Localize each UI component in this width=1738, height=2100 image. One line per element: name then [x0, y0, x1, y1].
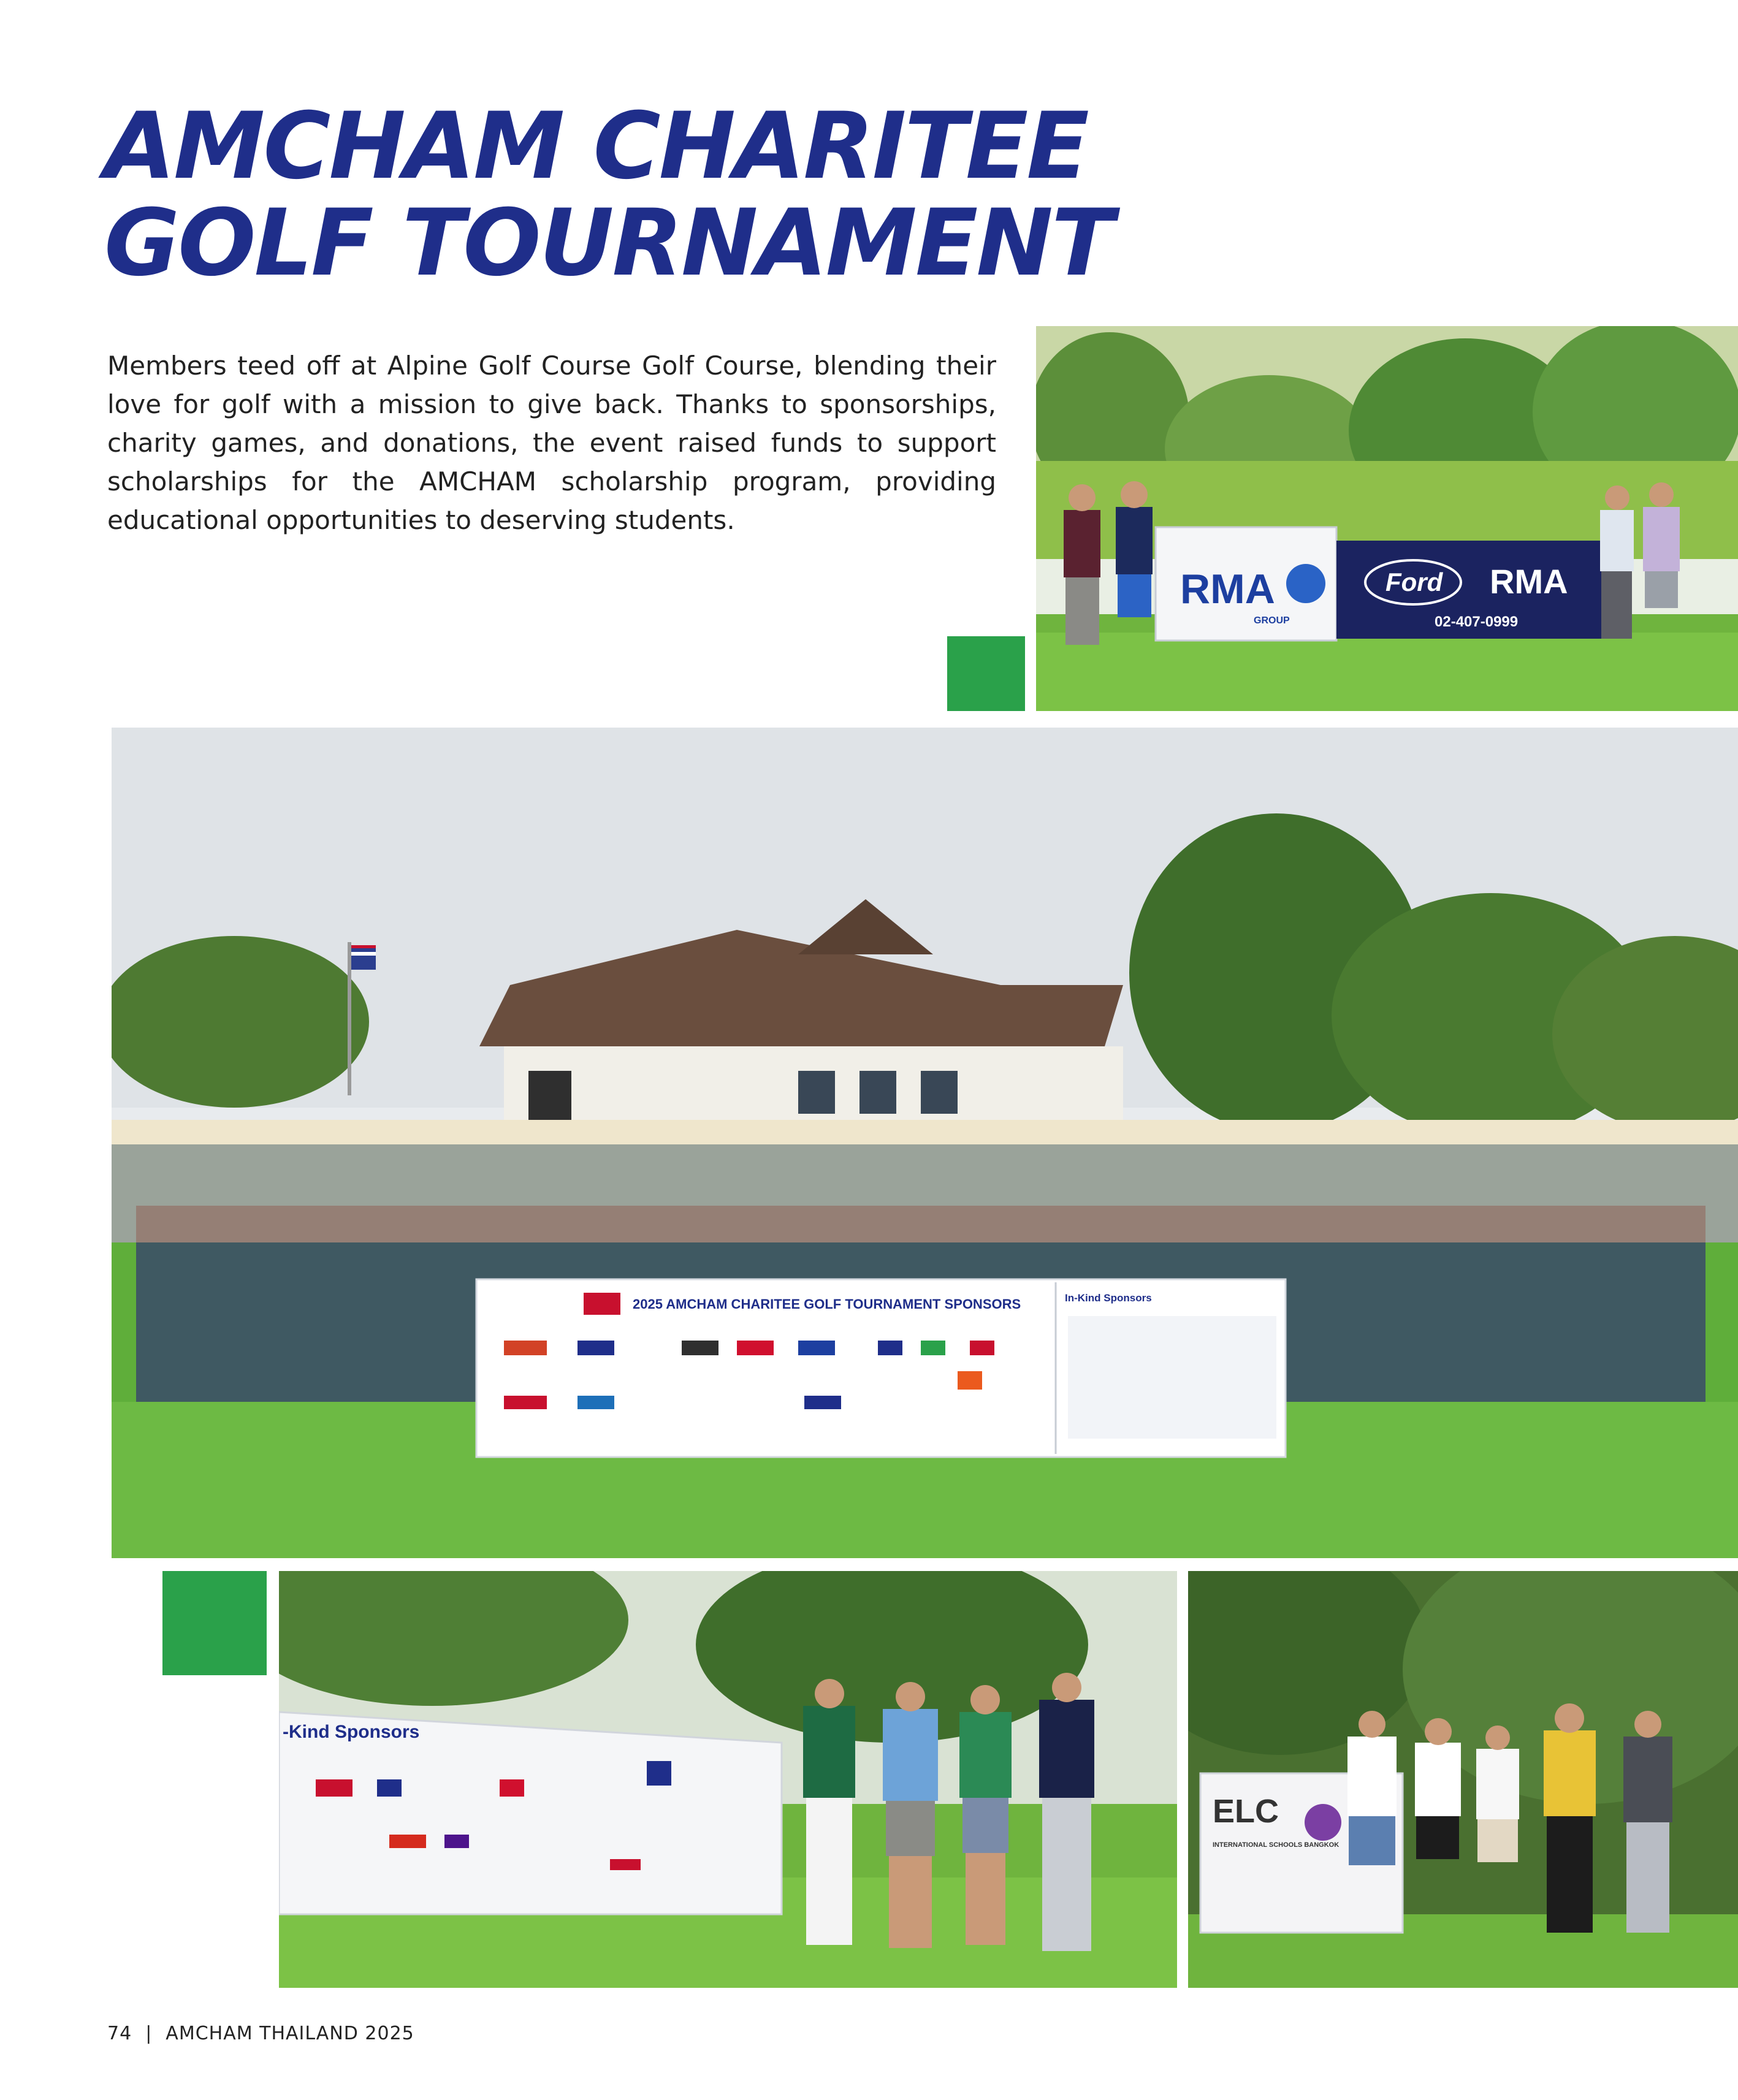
accent-square-top — [947, 636, 1025, 711]
page-number: 74 — [107, 2023, 132, 2044]
rma-phone: 02-407-0999 — [1435, 614, 1519, 630]
title-line-1: AMCHAM CHARITEE — [104, 93, 1088, 200]
footer-separator: | — [145, 2023, 153, 2044]
title-line-2: GOLF TOURNAMENT — [104, 190, 1113, 297]
accent-square-bottom — [162, 1571, 267, 1675]
in-kind-label-wall: -Kind Sponsors — [283, 1722, 420, 1742]
group-photo — [112, 728, 1738, 1558]
elc-logo: ELC — [1213, 1793, 1279, 1830]
ford-logo: Ford — [1385, 568, 1443, 596]
publication-name: AMCHAM THAILAND 2025 — [166, 2023, 414, 2044]
ford-rma-sign — [1336, 541, 1625, 639]
sponsor-banner-title: 2025 AMCHAM CHARITEE GOLF TOURNAMENT SPONSORS — [633, 1296, 1021, 1312]
article-title — [104, 93, 1113, 297]
in-kind-label: In-Kind Sponsors — [1065, 1292, 1152, 1304]
person-5 — [1623, 1711, 1672, 1933]
elc-sub: INTERNATIONAL SCHOOLS BANGKOK — [1213, 1841, 1340, 1849]
golfer-4 — [1039, 1673, 1094, 1951]
rma-group-sign — [1156, 527, 1336, 641]
golfer-3 — [959, 1685, 1012, 1945]
rma-logo: RMA — [1490, 562, 1568, 601]
tee-box-photo — [1036, 326, 1738, 711]
golfers-photo — [279, 1571, 1177, 1988]
page-footer — [107, 2023, 414, 2044]
sponsor-wall — [279, 1712, 782, 1914]
rma-group-logo: RMA — [1180, 566, 1275, 612]
golfer-1 — [803, 1679, 855, 1945]
golfer-2 — [883, 1682, 938, 1948]
person-4 — [1544, 1703, 1596, 1933]
rma-group-sub: GROUP — [1254, 615, 1290, 626]
sponsor-banner — [476, 1279, 1286, 1457]
elc-photo — [1188, 1571, 1738, 1988]
intro-paragraph: Members teed off at Alpine Golf Course Golf Course, blending their love for golf with a mission to give back. Thanks to sponsorships, charity games, and donations, the event raised funds to support scholarships for the AMCHAM scholarship program, providing educational opportunities to deserving students. — [107, 351, 996, 535]
